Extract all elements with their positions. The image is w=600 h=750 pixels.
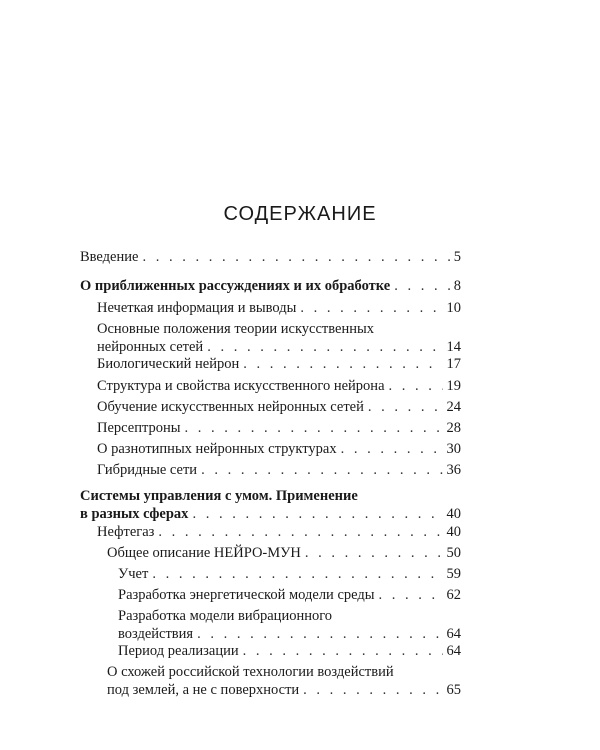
toc-entry-title: Учет	[118, 566, 149, 582]
toc-chapter-approx-reasoning[interactable]	[80, 277, 461, 295]
toc-page-number: 40	[446, 524, 461, 540]
toc-entry-title: Персептроны	[97, 420, 181, 436]
toc-page-number: 65	[446, 682, 461, 698]
toc-entry-title: Нечеткая информация и выводы	[97, 300, 297, 316]
toc-page-number: 28	[446, 420, 461, 436]
toc-page-number: 24	[446, 399, 461, 415]
leader-dots	[368, 398, 443, 416]
toc-page-number: 40	[446, 506, 461, 522]
toc-page-number: 64	[446, 643, 461, 659]
toc-entry-vibration-model[interactable]	[118, 607, 461, 643]
leader-dots	[305, 544, 443, 562]
toc-page-number: 36	[446, 462, 461, 478]
leader-dots	[243, 642, 443, 660]
toc-entry-fuzzy-info[interactable]	[97, 299, 461, 317]
toc-entry-nn-theory[interactable]	[97, 320, 461, 356]
leader-dots	[192, 505, 442, 523]
toc-page-number: 19	[446, 378, 461, 394]
toc-page-number: 59	[446, 566, 461, 582]
page-title: СОДЕРЖАНИЕ	[223, 203, 377, 225]
leader-dots	[341, 440, 443, 458]
toc-entry-title-line: Основные положения теории искусственных	[97, 321, 374, 337]
toc-entry-accounting[interactable]	[118, 565, 461, 583]
toc-entry-title-line: нейронных сетей	[97, 339, 204, 355]
toc-entry-artificial-neuron[interactable]	[97, 377, 461, 395]
leader-dots	[243, 355, 442, 373]
toc-entry-title: Нефтегаз	[97, 524, 155, 540]
leader-dots	[379, 586, 443, 604]
toc-page-number: 14	[446, 339, 461, 355]
toc-entry-neuro-mun[interactable]	[107, 544, 461, 562]
toc-entry-title: Период реализации	[118, 643, 239, 659]
leader-dots	[158, 523, 442, 541]
toc-page-number: 64	[446, 626, 461, 642]
toc-page-number: 50	[446, 545, 461, 561]
toc-page-number: 8	[453, 278, 461, 294]
toc-entry-title: О приближенных рассуждениях и их обработке	[80, 278, 391, 294]
toc-entry-title: Биологический нейрон	[97, 356, 240, 372]
toc-entry-title-line: Разработка модели вибрационного	[118, 608, 333, 624]
toc-page-number: 10	[446, 300, 461, 316]
toc-entry-russian-tech[interactable]	[107, 663, 461, 699]
leader-dots	[300, 299, 442, 317]
toc-entry-implementation[interactable]	[118, 642, 461, 660]
toc-entry-hybrid-nets[interactable]	[97, 461, 461, 479]
toc-entry-title-line: воздействия	[118, 626, 194, 642]
toc-page-number: 17	[446, 356, 461, 372]
toc-page-number: 5	[453, 249, 461, 265]
toc-entry-title: Структура и свойства искусственного нейрона	[97, 378, 385, 394]
toc-entry-title-line: в разных сферах	[80, 506, 189, 522]
toc-entry-title-line: Системы управления с умом. Применение	[80, 488, 358, 504]
leader-dots	[152, 565, 442, 583]
leader-dots	[303, 681, 442, 699]
toc-entry-oil-gas[interactable]	[97, 523, 461, 541]
toc-entry-title: Обучение искусственных нейронных сетей	[97, 399, 364, 415]
leader-dots	[394, 277, 450, 295]
toc-entry-energy-model[interactable]	[118, 586, 461, 604]
toc-entry-nn-training[interactable]	[97, 398, 461, 416]
toc-entry-nn-structures[interactable]	[97, 440, 461, 458]
toc-entry-title: Общее описание НЕЙРО-МУН	[107, 545, 301, 561]
toc-entry-bio-neuron[interactable]	[97, 355, 461, 373]
leader-dots	[197, 625, 442, 643]
toc-chapter-control-systems[interactable]	[80, 487, 461, 523]
toc-entry-title: О разнотипных нейронных структурах	[97, 441, 337, 457]
toc-entry-title-line: О схожей российской технологии воздействий	[107, 664, 394, 680]
toc-entry-title: Гибридные сети	[97, 462, 198, 478]
toc-entry-title-line: под землей, а не с поверхности	[107, 682, 300, 698]
toc-page-number: 62	[446, 587, 461, 603]
leader-dots	[389, 377, 443, 395]
toc-entry-title: Введение	[80, 249, 139, 265]
leader-dots	[184, 419, 442, 437]
toc-entry-intro[interactable]	[80, 248, 461, 266]
leader-dots	[207, 338, 442, 356]
toc-entry-perceptrons[interactable]	[97, 419, 461, 437]
toc-page-number: 30	[446, 441, 461, 457]
leader-dots	[142, 248, 449, 266]
leader-dots	[201, 461, 442, 479]
toc-entry-title: Разработка энергетической модели среды	[118, 587, 375, 603]
